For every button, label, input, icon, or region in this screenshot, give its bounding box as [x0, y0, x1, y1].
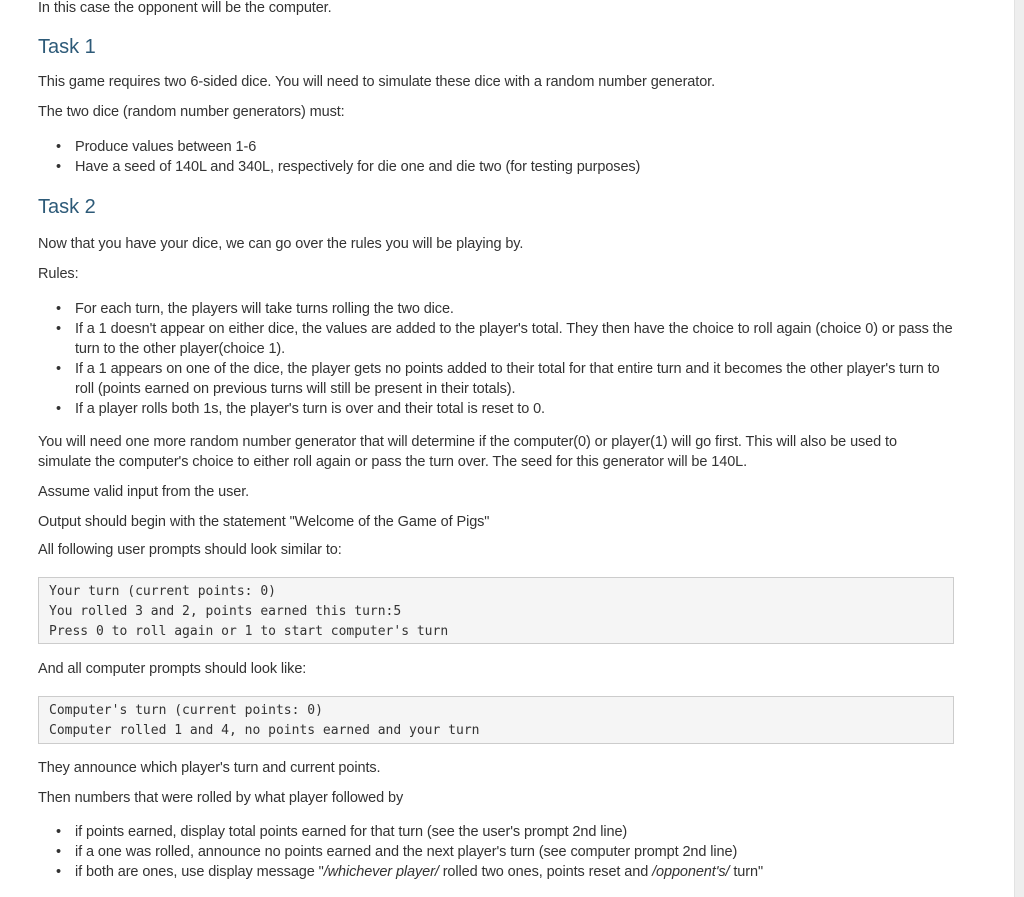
then-paragraph: Then numbers that were rolled by what player followed by	[38, 790, 404, 806]
list-item: • If a 1 doesn't appear on either dice, the values are added to the player's total. They then have the choice to roll again (choice 0) or pass the turn to the other player(choice 1).	[38, 319, 954, 359]
user-prompts-paragraph: All following user prompts should look similar to:	[38, 542, 342, 558]
scrollbar-track[interactable]	[1014, 0, 1024, 897]
text-run: turn"	[729, 864, 764, 880]
emphasis-text: /whichever player/	[323, 864, 439, 880]
code-line: Computer's turn (current points: 0)	[49, 703, 323, 718]
text-run: if both are ones, use display message "	[75, 864, 324, 880]
task1-heading: Task 1	[38, 36, 96, 58]
list-item: • For each turn, the players will take turns rolling the two dice.	[38, 299, 954, 319]
task1-paragraph-2: The two dice (random number generators) must:	[38, 104, 345, 120]
computer-prompts-paragraph: And all computer prompts should look like:	[38, 661, 307, 677]
code-line: Computer rolled 1 and 4, no points earned and your turn	[49, 723, 480, 738]
text-run: rolled two ones, points reset and	[438, 864, 653, 880]
list-item: • If a 1 appears on one of the dice, the player gets no points added to their total for that entire turn and it becomes the other player's turn to roll (points earned on previous turns will still be present in their totals).	[38, 359, 954, 399]
list-item: • if a one was rolled, announce no points earned and the next player's turn (see computer prompt 2nd line)	[38, 842, 954, 862]
code-line: You rolled 3 and 2, points earned this turn:5	[49, 604, 402, 619]
list-item	[38, 862, 954, 882]
rules-list	[38, 299, 954, 419]
list-item: • if points earned, display total points earned for that turn (see the user's prompt 2nd line)	[38, 822, 954, 842]
code-line: Press 0 to roll again or 1 to start computer's turn	[49, 624, 449, 639]
code-line: Your turn (current points: 0)	[49, 584, 276, 599]
task1-bullet-list	[38, 137, 954, 177]
rng-paragraph: You will need one more random number generator that will determine if the computer(0) or player(1) will go first. This will also be used to simulate the computer's choice to either roll again or pass the turn over. The seed for this generator will be 140L.	[38, 434, 897, 470]
task2-paragraph-1: Now that you have your dice, we can go over the rules you will be playing by.	[38, 236, 524, 252]
rules-label: Rules:	[38, 266, 79, 282]
list-item: • Have a seed of 140L and 340L, respectively for die one and die two (for testing purposes)	[38, 157, 954, 177]
emphasis-text: /opponent's/	[652, 864, 730, 880]
announce-paragraph: They announce which player's turn and current points.	[38, 760, 381, 776]
computer-prompt-code-block	[38, 696, 954, 744]
list-item: • If a player rolls both 1s, the player's turn is over and their total is reset to 0.	[38, 399, 954, 419]
task1-paragraph-1: This game requires two 6-sided dice. You will need to simulate these dice with a random number generator.	[38, 74, 716, 90]
output-paragraph: Output should begin with the statement "Welcome of the Game of Pigs"	[38, 514, 490, 530]
assume-paragraph: Assume valid input from the user.	[38, 484, 250, 500]
task2-heading: Task 2	[38, 196, 96, 218]
final-bullet-list	[38, 822, 954, 882]
intro-text: In this case the opponent will be the computer.	[38, 0, 332, 16]
user-prompt-code-block	[38, 577, 954, 644]
list-item: • Produce values between 1-6	[38, 137, 954, 157]
